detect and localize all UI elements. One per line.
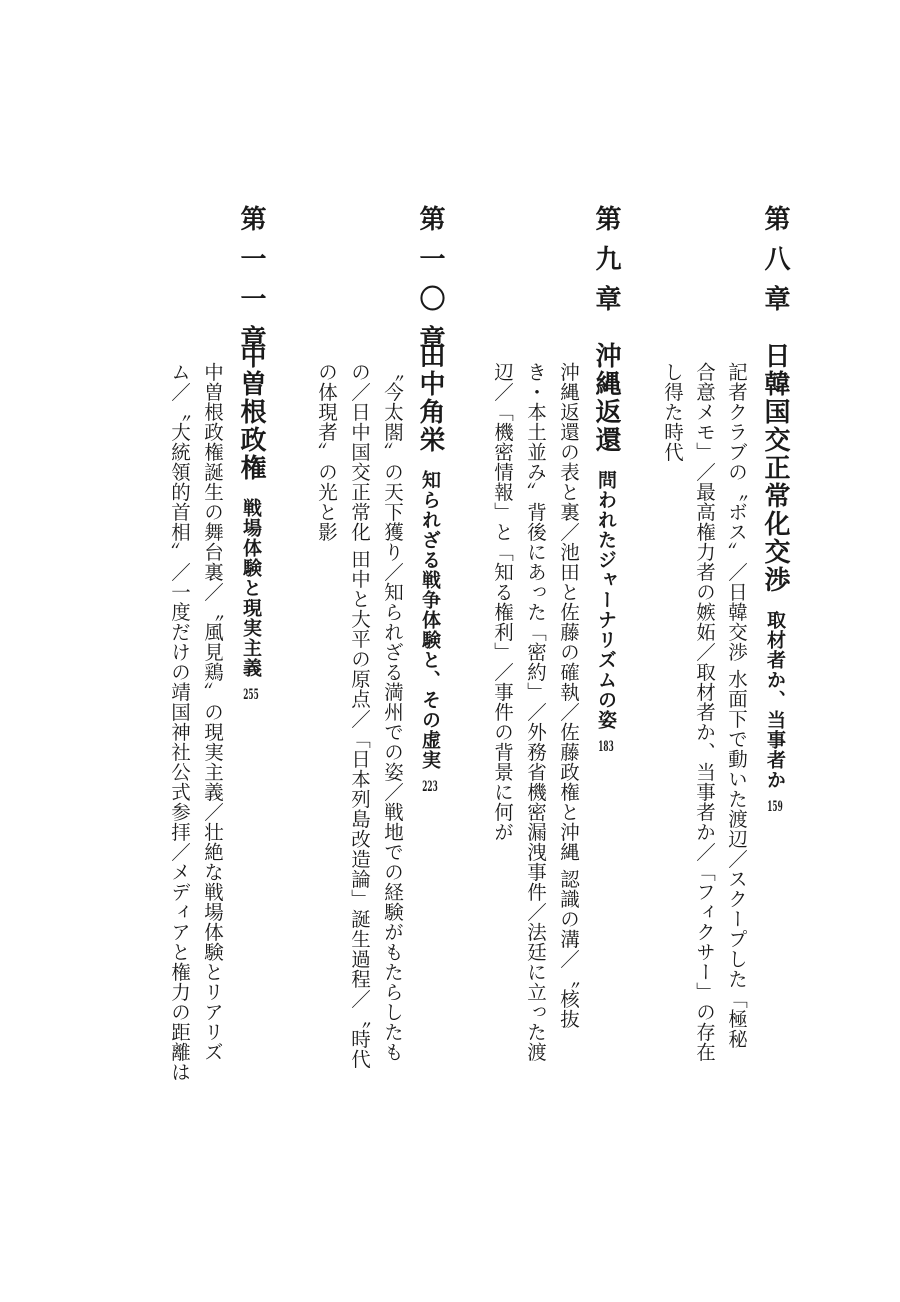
chapter-11-subtitle: 戦場体験と現実主義 bbox=[240, 498, 262, 678]
chapter-11-desc-line-1: 中曽根政権誕生の舞台裏／〝風見鶏〟の現実主義／壮絶な戦場体験とリアリズ bbox=[201, 362, 224, 1062]
chapter-8-subtitle: 取材者か、当事者か bbox=[764, 610, 786, 790]
chapter-8-label: 第八章 bbox=[760, 205, 790, 325]
chapter-11-desc-line-2: ム／〝大統領的首相〟／一度だけの靖国神社公式参拝／メディアと権力の距離は bbox=[168, 362, 191, 1082]
chapter-10-desc-line-3: の体現者〟の光と影 bbox=[315, 362, 338, 542]
chapter-9-heading bbox=[593, 342, 619, 754]
chapter-9-title: 沖縄返還 bbox=[591, 342, 621, 454]
chapter-8-page: 159 bbox=[767, 800, 783, 814]
chapter-9-desc-line-3: 辺／「機密情報」と「知る権利」／事件の背景に何が bbox=[491, 362, 514, 842]
chapter-10-subtitle: 知られざる戦争体験と、その虚実 bbox=[419, 470, 441, 770]
chapter-10-desc-line-2: の／日中国交正常化 田中と大平の原点／「日本列島改造論」誕生過程／〝時代 bbox=[348, 362, 371, 1069]
chapter-11-title: 中曽根政権 bbox=[236, 342, 266, 482]
chapter-9-desc-line-2: き・本土並み〟背後にあった「密約」／外務省機密漏洩事件／法廷に立った渡 bbox=[524, 362, 547, 1062]
chapter-10-label: 第一〇章 bbox=[415, 205, 445, 365]
chapter-10-desc-line-1: 〝今太閤〟の天下獲り／知られざる満州での姿／戦地での経験がもたらしたも bbox=[381, 362, 404, 1062]
chapter-11-label: 第一一章 bbox=[236, 205, 266, 365]
chapter-11-page: 255 bbox=[243, 688, 259, 702]
chapter-8-desc-line-3: し得た時代 bbox=[661, 362, 684, 462]
chapter-8-desc-line-1: 記者クラブの〝ボス〟／日韓交渉 水面下で動いた渡辺／スクープした「極秘 bbox=[725, 362, 748, 1049]
chapter-9-subtitle: 問われたジャーナリズムの姿 bbox=[595, 470, 617, 730]
chapter-9-desc-line-1: 沖縄返還の表と裏／池田と佐藤の確執／佐藤政権と沖縄 認識の溝／〝核抜 bbox=[557, 362, 580, 1029]
chapter-9-label: 第九章 bbox=[591, 205, 621, 325]
chapter-8-heading bbox=[762, 342, 788, 814]
chapter-10-title: 田中角栄 bbox=[415, 342, 445, 454]
chapter-8-title: 日韓国交正常化交渉 bbox=[760, 342, 790, 594]
chapter-11-heading bbox=[238, 342, 264, 702]
chapter-10-heading bbox=[417, 342, 443, 794]
chapter-9-page: 183 bbox=[598, 740, 614, 754]
chapter-10-page: 223 bbox=[422, 780, 438, 794]
chapter-8-desc-line-2: 合意メモ」／最高権力者の嫉妬／取材者か、当事者か／「フィクサー」の存在 bbox=[693, 362, 716, 1062]
